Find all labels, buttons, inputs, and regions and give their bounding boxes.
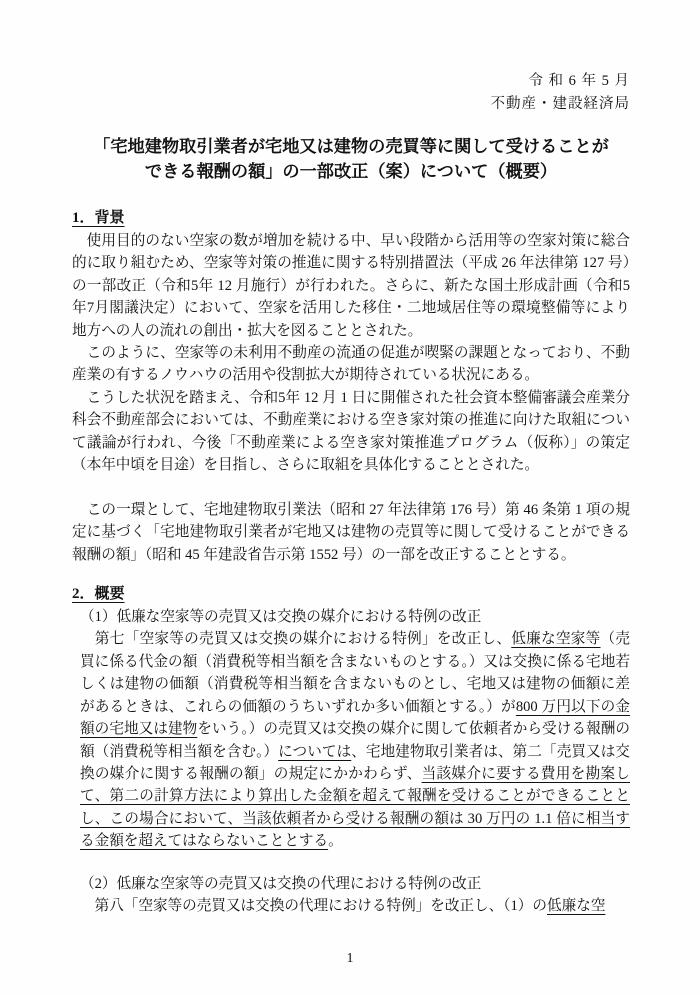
- subsection-2: [80, 873, 630, 918]
- section-1-paragraph-2: このように、空家等の未利用不動産の流通の促進が喫緊の課題となっており、不動産業の有するノウハウの活用や役割拡大が期待されている状況にある。: [72, 345, 630, 384]
- page-number: 1: [346, 951, 354, 966]
- section-1-paragraph-4: この一環として、宅地建物取引業法（昭和 27 年法律第 176 号）第 46 条第 1 項の規定に基づく「宅地建物取引業者が宅地又は建物の売買等に関して受けることができる報酬の額」（昭和 45 年建設省告示第 1552 号）の一部を改正することとする。: [72, 501, 630, 563]
- section-1-paragraph-3: こうした状況を踏まえ、令和5年 12 月 1 日に開催された社会資本整備審議会産業分科会不動産部会においては、不動産業における空き家対策の推進に向けた取組について議論が行われ、今後「不動産業による空き家対策推進プログラム（仮称）」の策定（本年中頃を目途）を目指し、さらに取組を具体化することとされた。: [72, 389, 630, 474]
- document-header: [72, 70, 630, 116]
- subsection-2-heading: （2）低廉な空家等の売買又は交換の代理における特例の改正: [80, 875, 482, 892]
- section-1-heading: 1．背景: [72, 210, 125, 226]
- subsection-1: [80, 606, 630, 852]
- header-date: 令 和 6 年 5 月: [528, 73, 630, 89]
- header-bureau: 不動産・建設経済局: [490, 96, 630, 112]
- document-title-line2: できる報酬の額」の一部改正（案）について（概要）: [144, 161, 558, 181]
- subsection-1-paragraph: 第七「空家等の売買又は交換の媒介における特例」を改正し、低廉な空家等（売買に係る代金の額（消費税等相当額を含まないものとする。）又は交換に係る宅地若しくは建物の価額（消費税等相当額を含まないものとし、宅地又は建物の価額に差があるときは、これらの価額のうちいずれか多い価額とする。）が800 万円以下の金額の宅地又は建物をいう。）の売買又は交換の媒介に関して依頼者から受ける報酬の額（消費税等相当額を含む。）については、宅地建物取引業者は、第二「売買又は交換の媒介に関する報酬の額」の規定にかかわらず、当該媒介に要する費用を勘案して、第二の計算方法により算出した金額を超えて報酬を受けることができることとし、この場合において、当該依頼者から受ける報酬の額は 30 万円の 1.1 倍に相当する金額を超えてはならないこととする。: [80, 631, 630, 850]
- section-1-body: [72, 230, 630, 566]
- section-2-heading: 2．概要: [72, 586, 125, 603]
- subsection-2-paragraph: 第八「空家等の売買又は交換の代理における特例」を改正し、（1）の低廉な空: [80, 897, 606, 914]
- section-1: [72, 184, 630, 230]
- section-2: [72, 566, 630, 606]
- document-title-line1: 「宅地建物取引業者が宅地又は建物の売買等に関して受けることが: [93, 137, 609, 156]
- subsection-1-heading: （1）低廉な空家等の売買又は交換の媒介における特例の改正: [80, 609, 482, 626]
- document-title: [72, 135, 630, 184]
- section-1-paragraph-1: 使用目的のない空家の数が増加を続ける中、早い段階から活用等の空家対策に総合的に取り組むため、空家等対策の推進に関する特別措置法（平成 26 年法律第 127 号）の一部改正（令和5年 12 月施行）が行われた。さらに、新たな国土形成計画（令和5年7月閣議決定）において、空家を活用した移住・二地域居住等の環境整備等により地方への人の流れの創出・拡大を図ることとされた。: [72, 233, 630, 339]
